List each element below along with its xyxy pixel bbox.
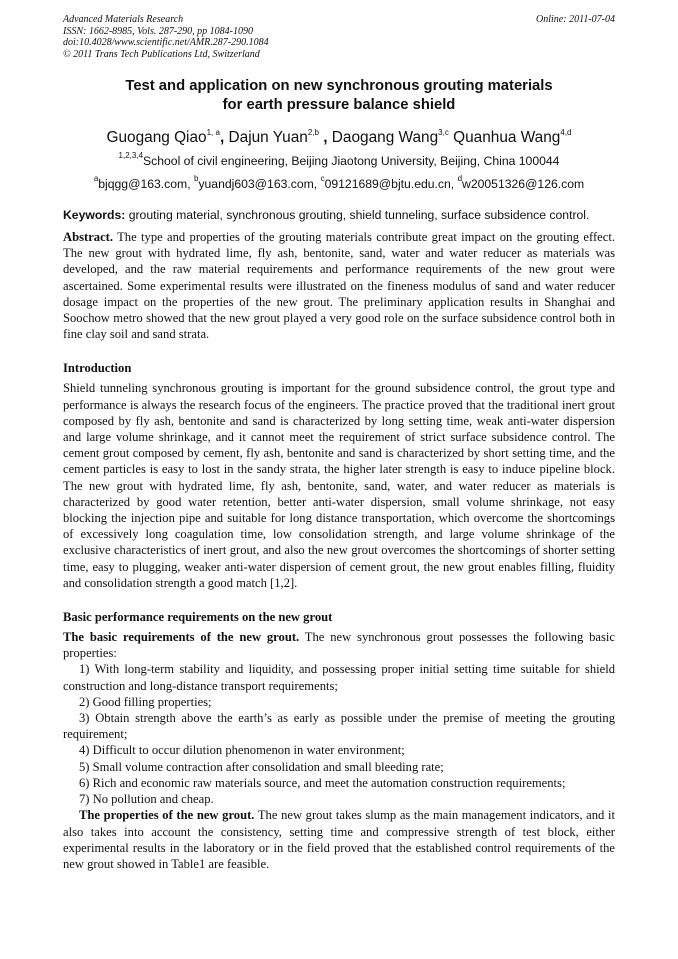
basic-requirements-paragraph — [63, 629, 615, 661]
paper-title — [63, 77, 615, 115]
properties-label: The properties of the new grout. — [79, 808, 255, 823]
list-item: 6) Rich and economic raw materials source, and meet the automation construction requirements; — [79, 775, 566, 790]
email-list — [63, 176, 615, 193]
requirements-label: The basic requirements of the new grout. — [63, 630, 300, 645]
keywords — [63, 207, 615, 223]
list-item: 7) No pollution and cheap. — [79, 792, 214, 807]
introduction-text: Shield tunneling synchronous grouting is important for the ground subsidence control, the grout type and performance is always the research focus of the engineers. The practice proved that the traditional inert grout composed by fly ash, bentonite and sand is characterized by long setting time, weak anti-water dispersion and large volume shrinkage, and it cannot meet the requirement of strict surface subsidence control. The cement grout composed by cement, fly ash, bentonite and sand is characterized by short setting time, and the cement particles is easy to lost in the sandy strata, the higher later strength is easy to induce pipeline block. The new grout with hydrated lime, fly ash, bentonite, sand, water, and water reducer as materials is characterized by good water retention, better anti-water dispersion, small volume shrinkage, not easy blocking the injection pipe and suitable for long distance transportation, which overcome the shortcomings of excessively long coagulation time, low consolidation strength, and large volume shrinkage of the exclusive characteristics of inert grout, and also the new grout overcomes the shortcomings of shorter setting time, easy to plugging, weaker anti-water dispersion of cement grout, the new grout enables filling, fluidity and consolidation strength a good match [1,2]. — [63, 381, 615, 590]
author-sup: 3,c — [438, 128, 449, 137]
journal-header — [63, 14, 615, 60]
properties-text: The new grout takes slump as the main management indicators, and it also takes into account the consistency, setting time and compressive strength of test block, either experimental results in the laboratory or in the field proved that the established control requirements of the new grout showed in Table1 are feasible. — [63, 808, 615, 871]
author-name: Quanhua Wang — [453, 129, 561, 146]
affiliation-text: School of civil engineering, Beijing Jiaotong University, Beijing, China 100044 — [143, 154, 560, 168]
basic-requirements-heading: Basic performance requirements on the new grout — [63, 610, 333, 625]
list-item: 3) Obtain strength above the earth’s as early as possible under the premise of meeting the grouting requirement; — [63, 711, 615, 742]
author-sup: 4,d — [560, 128, 572, 137]
requirements-list — [63, 661, 615, 807]
list-item: 2) Good filling properties; — [79, 694, 212, 709]
properties-paragraph — [63, 807, 615, 872]
abstract — [63, 229, 615, 342]
email-address: 09121689@bjtu.edu.cn, — [324, 177, 458, 191]
author-sup: 1, a — [206, 128, 220, 137]
issn-line: ISSN: 1662-8985, Vols. 287-290, pp 1084-1090 — [63, 25, 253, 37]
author-name: Guogang Qiao — [106, 129, 207, 146]
affiliation-sup: 1,2,3,4 — [118, 151, 144, 160]
email-sup: b — [193, 174, 199, 183]
introduction-heading: Introduction — [63, 361, 132, 376]
abstract-label: Abstract. — [63, 230, 114, 244]
requirements-text: The new synchronous grout possesses the following basic properties: — [63, 630, 615, 661]
online-date: Online: 2011-07-04 — [536, 14, 615, 25]
author-name: Dajun Yuan — [228, 129, 308, 146]
email-sup: c — [320, 174, 325, 183]
email-address: bjqgg@163.com, — [98, 177, 194, 191]
title-line-2: for earth pressure balance shield — [222, 97, 456, 113]
copyright-line: © 2011 Trans Tech Publications Ltd, Switzerland — [63, 48, 260, 60]
list-item: 5) Small volume contraction after consolidation and small bleeding rate; — [79, 759, 444, 774]
author-sup: 2,b — [307, 128, 319, 137]
email-address: yuandj603@163.com, — [198, 177, 321, 191]
email-sup: a — [93, 174, 99, 183]
author-name: Daogang Wang — [331, 129, 439, 146]
keywords-label: Keywords: — [63, 208, 126, 222]
keywords-text: grouting material, synchronous grouting, shield tunneling, surface subsidence control. — [125, 208, 590, 222]
doi-line: doi:10.4028/www.scientific.net/AMR.287-290.1084 — [63, 37, 269, 48]
email-sup: d — [457, 174, 463, 183]
affiliation — [63, 153, 615, 170]
list-item: 1) With long-term stability and liquidity, and possessing proper initial setting time suitable for shield construction and long-distance transport requirements; — [63, 662, 615, 693]
journal-name: Advanced Materials Research — [63, 14, 184, 25]
author-list: Guogang Qiao$^{1, a}$, Dajun Yuan$^{2,b}$ , Daogang Wang$^{3,c}$ Quanhua Wang$^{4,d}$ — [106, 128, 572, 146]
abstract-text: The type and properties of the grouting materials contribute great impact on the grouting effect. The new grout with hydrated lime, fly ash, bentonite, sand, water and water reducer as materials was developed, and the raw material requirements and performance requirements of the new grout were ascertained. Some experimental results were illustrated on the fineness modulus of sand and water reducer dosage impact on the properties of the new grout. The preliminary application results in Shanghai and Soochow metro showed that the new grout played a very good role on the surface subsidence control both in fine clay soil and sand strata. — [63, 230, 615, 342]
title-line-1: Test and application on new synchronous grouting materials — [125, 78, 553, 94]
list-item: 4) Difficult to occur dilution phenomenon in water environment; — [79, 743, 405, 758]
email-address: w20051326@126.com — [462, 177, 585, 191]
